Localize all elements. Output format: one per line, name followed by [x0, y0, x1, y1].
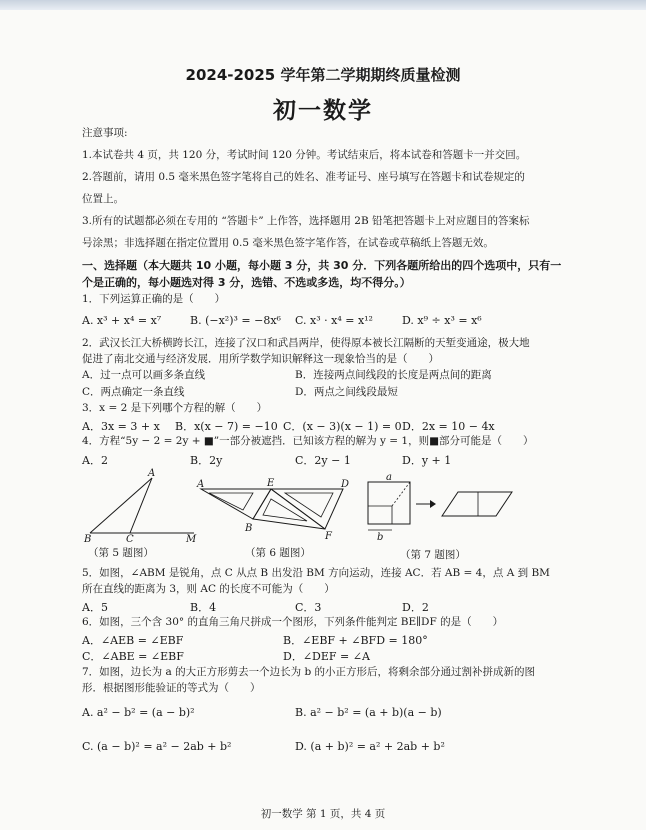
fig6-triangle-3-inner [263, 499, 307, 521]
fig6-triangle-1 [201, 489, 271, 519]
q5-stem-b: 所在直线的距离为 3，则 AC 的长度不可能为（ ） [82, 583, 335, 595]
exam-title: 2024-2025 学年第二学期期终质量检测 [185, 66, 461, 84]
fig6-triangle-1-inner [209, 493, 253, 510]
q5-option-b: B．4 [190, 601, 217, 614]
fig5-segment-ab [90, 478, 152, 533]
fig7-arrow-head [430, 500, 436, 508]
q2-option-c: C．两点确定一条直线 [82, 386, 185, 398]
q4-stem: 4．方程“5y − 2 = 2y + ■”一部分被遮挡．已知该方程的解为 y = 1，则■部分可能是（ ） [82, 435, 534, 447]
q1-option-a: A. x³ + x⁴ = x⁷ [82, 314, 162, 327]
q3-option-a: A．3x = 3 + x [82, 420, 160, 433]
note-line-2a: 2.答题前，请用 0.5 毫米黑色签字笔将自己的姓名、准考证号、座号填写在答题卡和试卷规定的 [82, 171, 525, 183]
fig6-label-b: B [245, 523, 253, 534]
fig6-label-a: A [197, 479, 205, 490]
fig5-label-m: M [186, 534, 197, 545]
q7-stem-a: 7．如图，边长为 a 的大正方形剪去一个边长为 b 的小正方形后，将剩余部分通过割补拼成新的图 [82, 666, 536, 678]
fig6-label-d: D [341, 479, 350, 490]
q7-stem-b: 形．根据图形能验证的等式为（ ） [82, 682, 261, 694]
fig7-label-a: a [386, 472, 392, 483]
notes-heading: 注意事项: [82, 127, 128, 139]
q6-option-a: A．∠AEB = ∠EBF [82, 634, 184, 647]
q4-option-a: A．2 [82, 454, 108, 467]
note-line-1: 1.本试卷共 4 页，共 120 分，考试时间 120 分钟。考试结束后，将本试卷和答题卡一并交回。 [82, 149, 527, 161]
q1-option-c: C. x³ · x⁴ = x¹² [295, 314, 373, 327]
fig7-caption: （第 7 题图） [400, 549, 466, 561]
figure-6 [195, 475, 355, 541]
figure-5 [82, 468, 205, 545]
fig6-caption: （第 6 题图） [245, 547, 311, 559]
q6-option-b: B．∠EBF + ∠BFD = 180° [283, 634, 428, 647]
q7-option-c: C. (a − b)² = a² − 2ab + b² [82, 740, 232, 753]
note-line-3a: 3.所有的试题都必须在专用的 “答题卡” 上作答，选择题用 2B 铅笔把答题卡上对应题目的答案标 [82, 215, 530, 227]
q5-stem-a: 5．如图，∠ABM 是锐角，点 C 从点 B 出发沿 BM 方向运动，连接 AC．若 AB = 4，点 A 到 BM [82, 567, 550, 579]
q5-option-c: C．3 [295, 601, 322, 614]
q6-stem: 6．如图，三个含 30° 的直角三角尺拼成一个图形，下列条件能判定 BE∥DF 的是（ ） [82, 616, 504, 628]
q1-stem: 1．下列运算正确的是（ ） [82, 293, 226, 305]
fig7-diagonal-dashed [392, 482, 410, 506]
q6-option-d: D．∠DEF = ∠A [283, 650, 370, 663]
exam-subject: 初一数学 [273, 98, 373, 124]
q7-option-d: D. (a + b)² = a² + 2ab + b² [295, 740, 445, 753]
section1-heading-b: 个是正确的，每小题选对得 3 分，选错、不选或多选，均不得分。） [82, 276, 411, 289]
q3-option-d: D．2x = 10 − 4x [402, 420, 495, 433]
fig7-label-b: b [377, 532, 384, 543]
fig6-label-f: F [325, 531, 332, 542]
fig6-triangle-3 [253, 489, 325, 529]
fig5-label-c: C [126, 534, 134, 545]
q2-stem-b: 促进了南北交通与经济发展．用所学数学知识解释这一现象恰当的是（ ） [82, 353, 439, 365]
figure-7 [362, 472, 522, 542]
q7-option-a: A. a² − b² = (a − b)² [82, 706, 195, 719]
q3-option-b: B．x(x − 7) = −10 [175, 420, 278, 433]
fig6-label-e: E [267, 478, 275, 489]
fig7-big-square [368, 482, 410, 524]
fig5-segment-ac [130, 478, 152, 533]
q2-option-a: A．过一点可以画多条直线 [82, 369, 206, 381]
note-line-2b: 位置上。 [82, 193, 124, 205]
fig7-parallelogram [442, 492, 512, 516]
q5-option-d: D．2 [402, 601, 429, 614]
q3-option-c: C．(x − 3)(x − 1) = 0 [283, 420, 402, 433]
q6-option-c: C．∠ABE = ∠EBF [82, 650, 184, 663]
q1-option-b: B. (−x²)³ = −8x⁶ [190, 314, 281, 327]
q5-option-a: A．5 [82, 601, 108, 614]
q2-stem-a: 2．武汉长江大桥横跨长江，连接了汉口和武昌两岸，使得原本被长江隔断的天堑变通途，极大地 [82, 337, 530, 349]
fig5-caption: （第 5 题图） [88, 547, 154, 559]
window-top-bar [0, 0, 646, 10]
q2-option-b: B．连接两点间线段的长度是两点间的距离 [295, 369, 492, 381]
page-footer: 初一数学 第 1 页，共 4 页 [260, 808, 386, 820]
q3-stem: 3．x = 2 是下列哪个方程的解（ ） [82, 402, 268, 414]
q7-option-b: B. a² − b² = (a + b)(a − b) [295, 706, 442, 719]
q2-option-d: D．两点之间线段最短 [295, 386, 398, 398]
q4-option-d: D．y + 1 [402, 454, 452, 467]
section1-heading-a: 一、选择题（本大题共 10 小题，每小题 3 分，共 30 分．下列各题所给出的四个选项中，只有一 [82, 259, 562, 272]
q4-option-c: C．2y − 1 [295, 454, 351, 467]
note-line-3b: 号涂黑；非选择题在指定位置用 0.5 毫米黑色签字笔作答，在试卷或草稿纸上答题无效。 [82, 237, 494, 249]
q1-option-d: D. x⁹ ÷ x³ = x⁶ [402, 314, 482, 327]
fig5-label-b: B [84, 534, 92, 545]
fig5-label-a: A [148, 468, 156, 479]
q4-option-b: B．2y [190, 454, 223, 467]
